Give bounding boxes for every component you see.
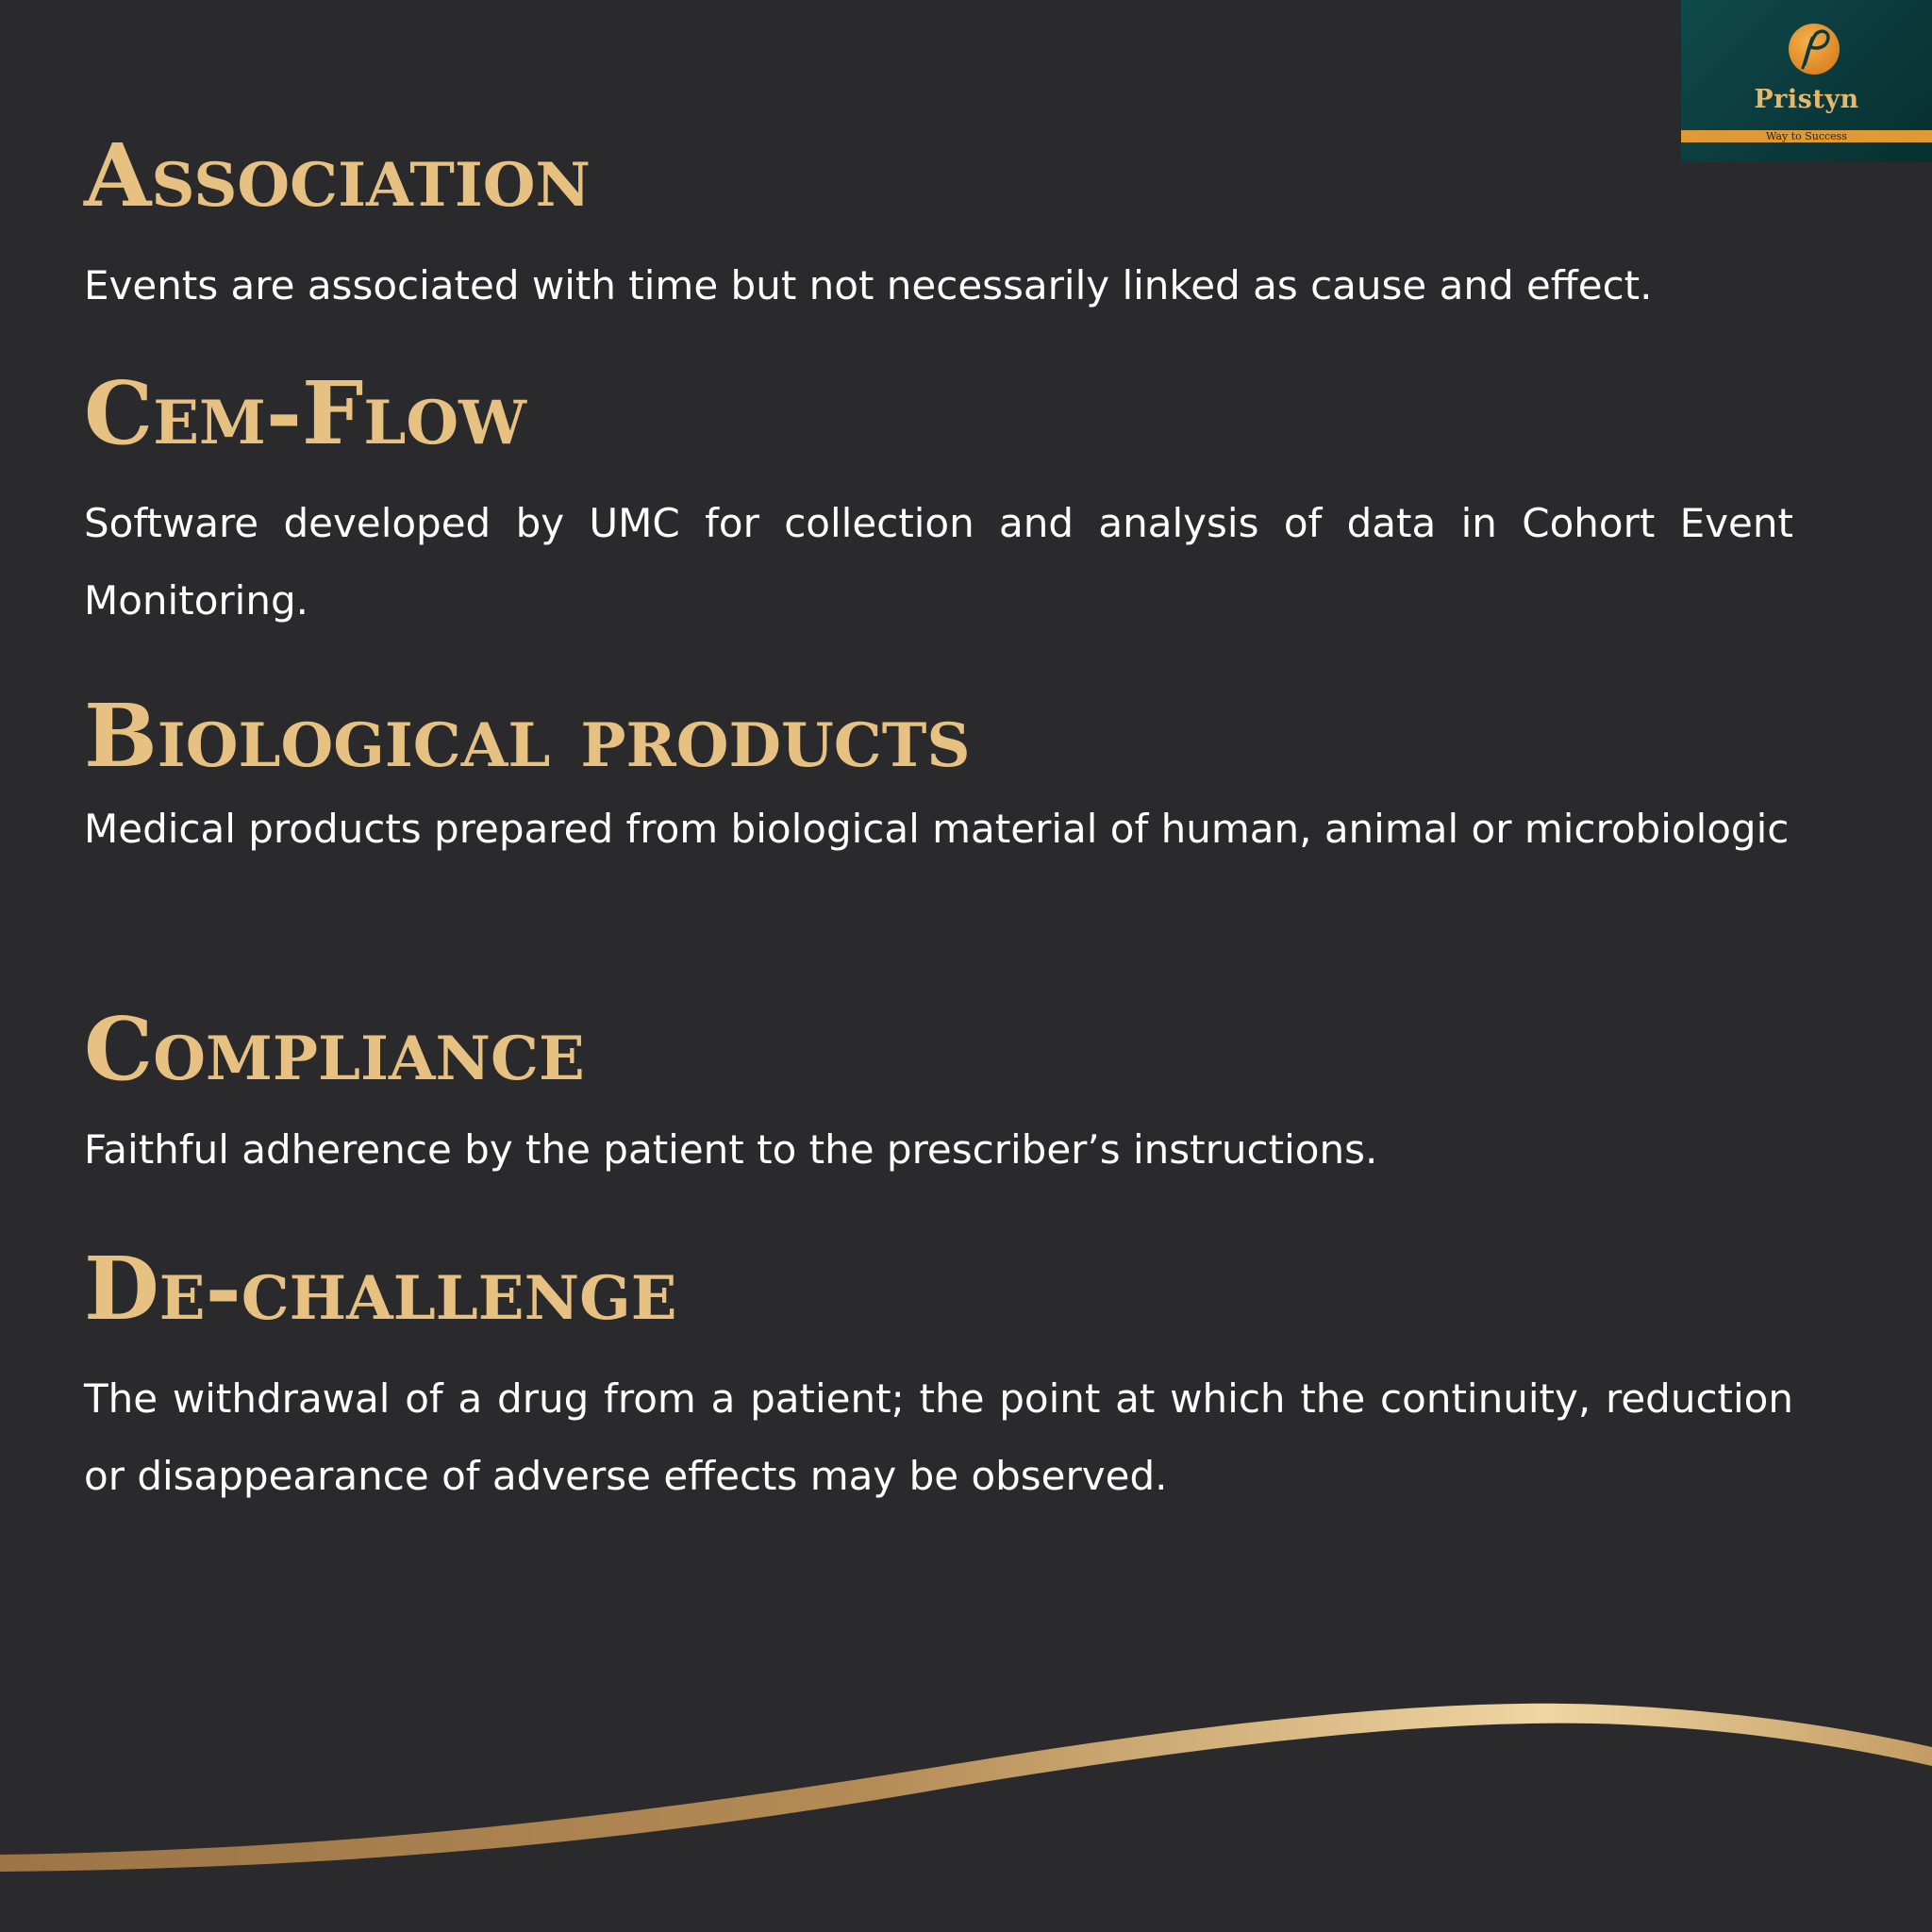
brand-tagline: Way to Success: [1766, 130, 1847, 142]
term-cem-flow: [84, 362, 1793, 640]
term-description: Software developed by UMC for collection and analysis of data in Cohort Event Monitoring.: [84, 500, 1793, 624]
term-description: Medical products prepared from biological material of human, animal or microbiologic: [84, 806, 1790, 852]
term-title: De-challenge: [84, 1238, 677, 1340]
term-compliance: [84, 998, 1793, 1189]
term-description: The withdrawal of a drug from a patient; the point at which the continuity, reduction or disappearance of adverse effects may be observed.: [84, 1375, 1793, 1499]
pristyn-logo-icon: [1784, 19, 1844, 79]
term-title: Cem-Flow: [84, 362, 526, 464]
term-biological-products: [84, 685, 1793, 868]
decorative-swoosh: [0, 1660, 1932, 1932]
term-de-challenge: [84, 1238, 1793, 1515]
term-description: Events are associated with time but not necessarily linked as cause and effect.: [84, 262, 1653, 308]
term-title: Biological products: [84, 685, 971, 787]
term-title: Association: [84, 125, 591, 226]
brand-name: Pristyn: [1754, 85, 1859, 114]
term-title: Compliance: [84, 998, 585, 1100]
term-description: Faithful adherence by the patient to the prescriber’s instructions.: [84, 1126, 1378, 1173]
term-association: [84, 125, 1793, 325]
